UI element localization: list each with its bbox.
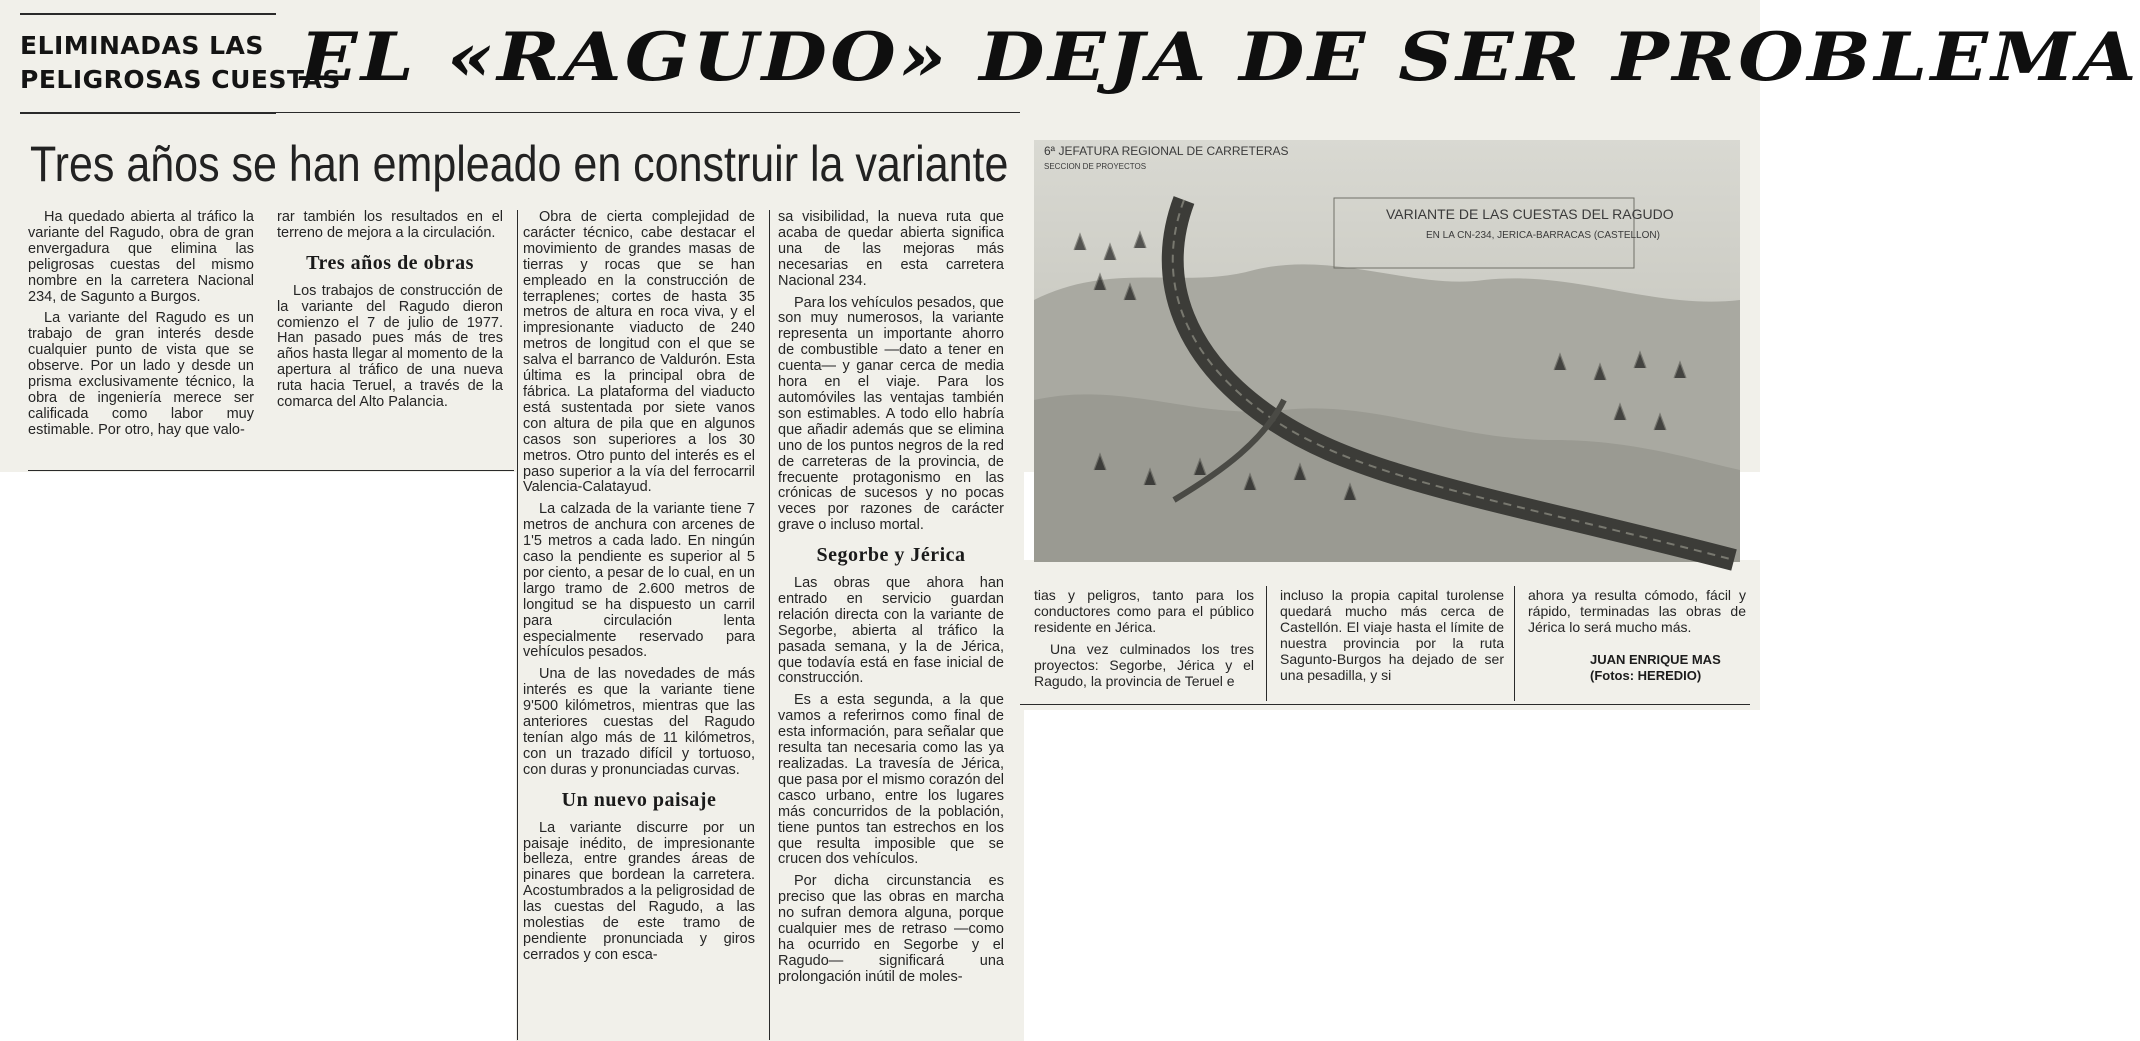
column-3 — [523, 210, 755, 964]
column-7-paragraph-1: ahora ya resulta cómodo, fácil y rápido, terminadas las obras de Jérica lo será mucho más. — [1528, 587, 1746, 635]
kicker-line-2: PELIGROSAS CUESTAS — [20, 65, 341, 94]
column-divider-3 — [517, 210, 518, 1040]
photo-caption-line-3: VARIANTE DE LAS CUESTAS DEL RAGUDO — [1386, 206, 1674, 222]
column-3-paragraph-3: Una de las novedades de más interés es que la variante tiene 9'500 kilómetros, mientras que las anteriores cuestas del Ragudo tenían algo más de 11 kilómetros, con un trazado difícil y tortuoso, con duras y pronunciadas curvas. — [523, 666, 755, 778]
column-divider-7 — [1514, 586, 1515, 701]
column-3-paragraph-2: La calzada de la variante tiene 7 metros de anchura con arcenes de 1'5 metros a cada lado. En ningún caso la pendiente es superior al 5 por ciento, a pesar de lo cual, en un largo tramo de 2.600 metros de longitud se ha dispuesto un carril para circulación lenta especialmente reservado para vehículos pesados. — [523, 501, 755, 661]
upper-block-bottom-rule — [28, 470, 514, 471]
kicker — [20, 29, 341, 97]
column-4-paragraph-4: Es a esta segunda, a la que vamos a referirnos como final de esta información, para señalar que resulta tan necesaria como las ya realizadas. La travesía de Jérica, que pasa por el mismo corazón del casco urbano, entre los lugares más concurridos de la población, tiene puntos tan estrechos en los que resulta imposible que se crucen dos vehículos. — [778, 692, 1004, 868]
column-6-paragraph-1: incluso la propia capital turolense quedará mucho más cerca de Castellón. El viaje hasta el límite de nuestra provincia por la ruta Sagunto-Burgos ha dejado de ser una pesadilla, y si — [1280, 587, 1504, 683]
column-3-subheading: Un nuevo paisaje — [561, 788, 717, 811]
column-divider-4 — [769, 210, 770, 1040]
column-3-paragraph-1: Obra de cierta complejidad de carácter técnico, cabe destacar el movimiento de grandes masas de tierras y rocas que se han empleado en la construcción de terraplenes; cortes de hasta 35 metros de altura en roca viva, y el impresionante viaducto de 240 metros de longitud con el que se salva el barranco de Valdurón. Esta última es la principal obra de fábrica. La plataforma del viaducto está sustentada por siete vanos con altura de pila que en algunos casos son superiores a los 30 metros. Otro punto del interés es el paso superior a la vía del ferrocarril Valencia-Calatayud. — [523, 209, 755, 496]
photo-caption-line-2: SECCION DE PROYECTOS — [1044, 162, 1147, 171]
headline-rule — [20, 112, 1020, 113]
column-1 — [28, 210, 254, 439]
column-4-paragraph-3: Las obras que ahora han entrado en servicio guardan relación directa con la variante de Segorbe, abierta al tráfico la pasada semana, y la de Jérica, que todavía está en fase inicial de construcción. — [778, 575, 1004, 687]
column-2-paragraph-1: rar también los resultados en el terreno de mejora a la circulación. — [277, 209, 503, 241]
kicker-line-1: ELIMINADAS LAS — [20, 31, 264, 60]
column-2-subheading: Tres años de obras — [306, 251, 474, 274]
column-divider-6 — [1266, 586, 1267, 701]
column-5-paragraph-2: Una vez culminados los tres proyectos: Segorbe, Jérica y el Ragudo, la provincia de Teruel e — [1034, 640, 1254, 689]
road-illustration-drawing — [1034, 140, 1740, 562]
headline: EL «RAGUDO» DEJA DE SER PROBLEMA — [300, 18, 2140, 96]
column-7 — [1528, 588, 1746, 636]
column-4 — [778, 210, 1004, 986]
column-5 — [1034, 588, 1254, 689]
bottom-right-rule — [1020, 704, 1750, 705]
column-1-paragraph-2: La variante del Ragudo es un trabajo de gran interés desde cualquier punto de vista que se observe. Por un lado y desde un prisma exclusivamente técnico, la obra de ingeniería merece ser calificada como labor muy estimable. Por otro, hay que valo- — [28, 310, 254, 438]
photo-caption-line-4: EN LA CN-234, JERICA-BARRACAS (CASTELLON) — [1426, 230, 1660, 241]
column-4-paragraph-2: Para los vehículos pesados, que son muy numerosos, la variante representa un importante ahorro de combustible —dato a tener en cuenta— y ganar cerca de media hora en el viaje. Para los automóviles las ventajas también son estimables. A todo ello habría que añadir además que se elimina uno de los puntos negros de la red de carreteras de la provincia, de frecuente protagonismo en las crónicas de sucesos y no pocas veces por razones de carácter grave o incluso mortal. — [778, 294, 1004, 534]
column-1-paragraph-1: Ha quedado abierta al tráfico la variante del Ragudo, obra de gran envergadura que elimina las peligrosas cuestas del mismo nombre en la carretera Nacional 234, de Sagunto a Burgos. — [28, 209, 254, 305]
subheadline: Tres años se han empleado en construir la variante — [30, 136, 1009, 192]
column-6 — [1280, 588, 1504, 683]
column-4-paragraph-5: Por dicha circunstancia es preciso que las obras en marcha no sufran demora alguna, porque cualquier mes de retraso —como ha ocurrido en Segorbe y el Ragudo— significará una prolongación inútil de moles- — [778, 873, 1004, 985]
column-2 — [277, 210, 503, 411]
kicker-top-rule — [20, 13, 276, 15]
author-byline: JUAN ENRIQUE MAS — [1590, 652, 1721, 667]
column-5-paragraph-1: tias y peligros, tanto para los conductores como para el público residente en Jérica. — [1034, 587, 1254, 635]
column-2-paragraph-2: Los trabajos de construcción de la variante del Ragudo dieron comienzo el 7 de julio de 1977. Han pasado pues más de tres años hasta llegar al momento de la apertura al tráfico de una nueva ruta hacia Teruel, a través de la comarca del Alto Palancia. — [277, 282, 503, 411]
column-4-subheading: Segorbe y Jérica — [816, 544, 966, 567]
column-3-paragraph-4: La variante discurre por un paisaje inédito, de impresionante belleza, entre grandes áreas de pinares que bordean la carretera. Acostumbrados a la peligrosidad de las cuestas del Ragudo, a las molestias de este tramo de pendiente pronunciada y giros cerrados y con esca- — [523, 819, 755, 963]
photo-caption-line-1: 6ª JEFATURA REGIONAL DE CARRETERAS — [1044, 144, 1289, 158]
photo-credit: (Fotos: HEREDIO) — [1590, 668, 1702, 683]
column-4-paragraph-1: sa visibilidad, la nueva ruta que acaba de quedar abierta significa una de las mejoras más necesarias en esta carretera Nacional 234. — [778, 209, 1004, 289]
road-illustration-photo — [1034, 140, 1740, 562]
